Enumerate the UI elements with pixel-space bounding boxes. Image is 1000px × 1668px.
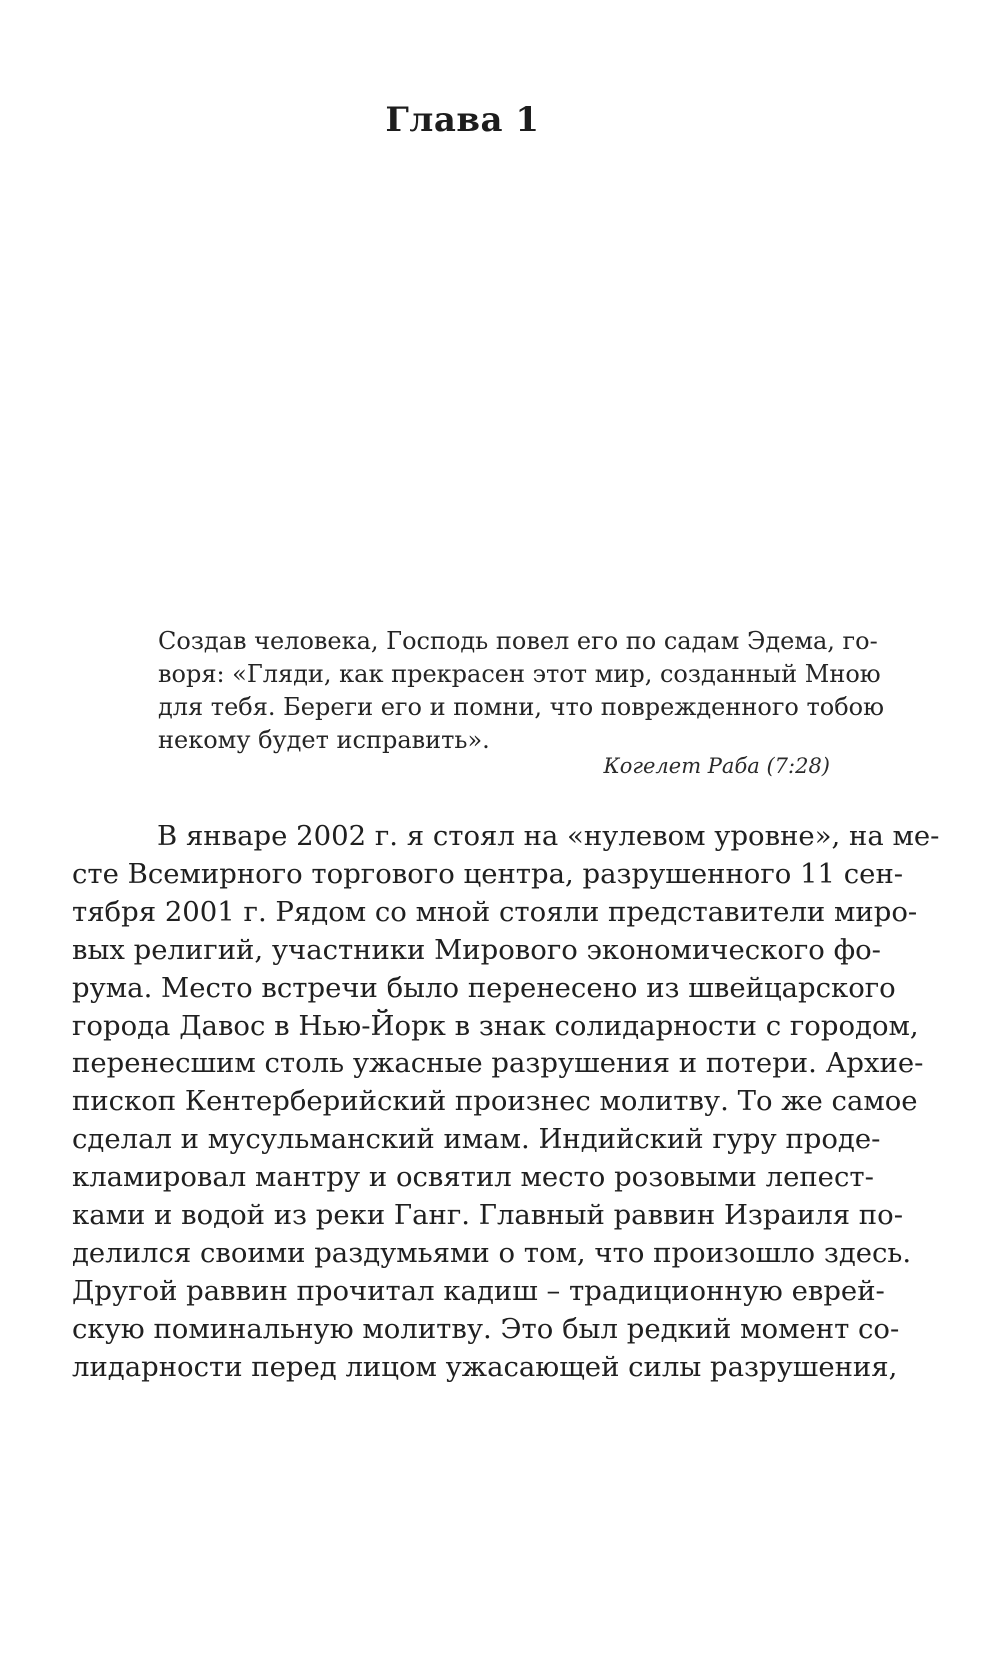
body-line: В январе 2002 г. я стоял на «нулевом уровне», на ме- [157,820,940,852]
body-line: лидарности перед лицом ужасающей силы разрушения, [72,1350,898,1383]
epigraph-source: Когелет Раба (7:28) [603,754,830,778]
epigraph-line: для тебя. Береги его и помни, что поврежденного тобою [158,693,884,721]
body-line: вых религий, участники Мирового экономического фо- [72,933,881,966]
epigraph-line: воря: «Гляди, как прекрасен этот мир, созданный Мною [158,660,881,688]
body-line: ками и водой из реки Ганг. Главный раввин Израиля по- [72,1199,903,1232]
body-line: пископ Кентерберийский произнес молитву. То же самое [72,1085,918,1118]
body-line: кламировал мантру и освятил место розовыми лепест- [72,1161,874,1194]
body-line: города Давос в Нью-Йорк в знак солидарности с городом, [72,1009,919,1042]
epigraph-line: некому будет исправить». [158,726,490,754]
body-line: сделал и мусульманский имам. Индийский гуру проде- [72,1123,881,1156]
epigraph [158,625,884,757]
body-paragraph [72,818,940,1387]
chapter-title: Глава 1 [385,100,540,140]
body-line: скую поминальную молитву. Это был редкий момент со- [72,1312,900,1345]
epigraph-line: Создав человека, Господь повел его по садам Эдема, го- [158,627,878,655]
body-line: делился своими раздумьями о том, что произошло здесь. [72,1236,912,1269]
body-line: тября 2001 г. Рядом со мной стояли представители миро- [72,895,918,928]
body-line: рума. Место встречи было перенесено из швейцарского [72,971,896,1004]
body-line: перенесшим столь ужасные разрушения и потери. Архие- [72,1047,924,1080]
body-line: сте Всемирного торгового центра, разрушенного 11 сен- [72,857,904,890]
body-line: Другой раввин прочитал кадиш – традиционную еврей- [72,1274,885,1307]
